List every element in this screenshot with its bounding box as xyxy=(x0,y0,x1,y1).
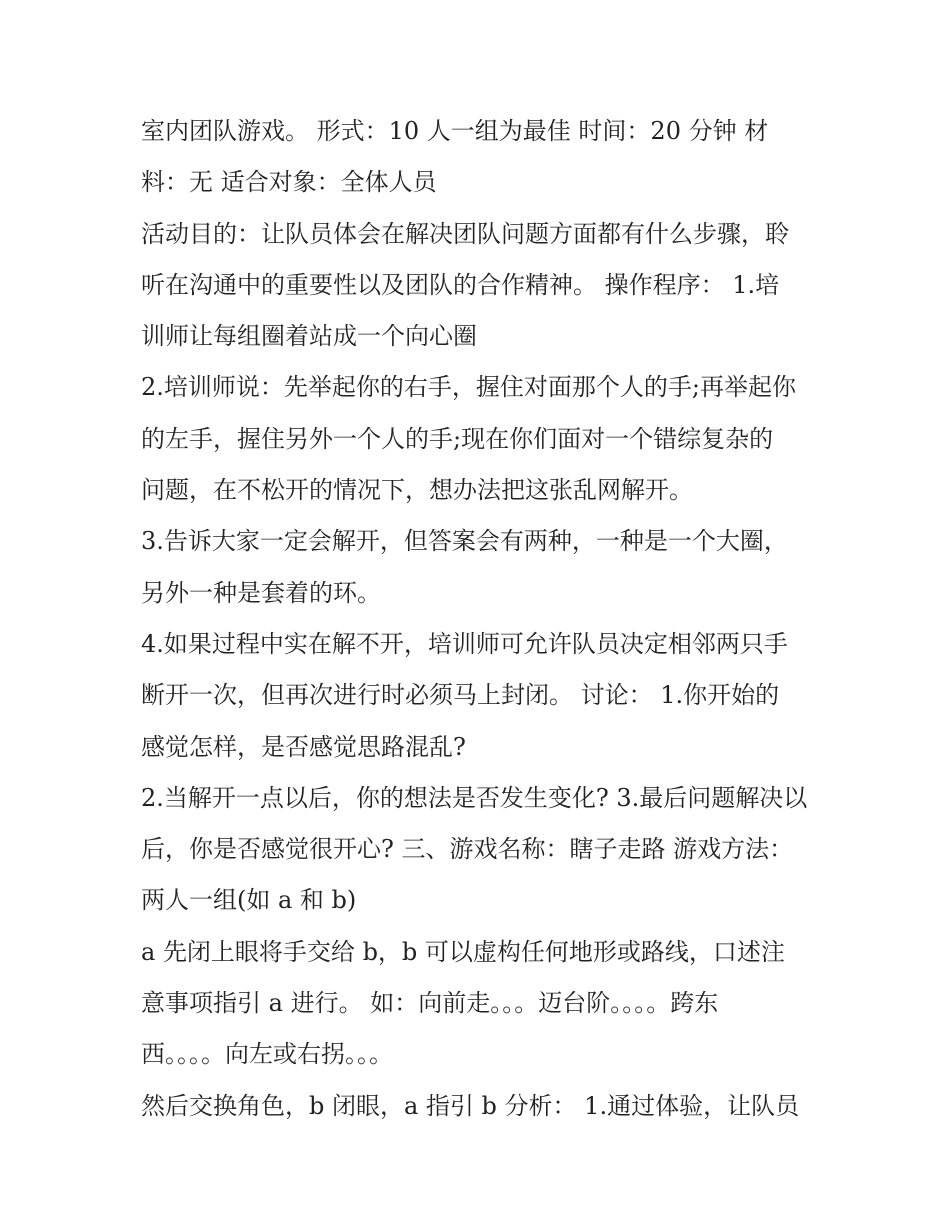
text-line: a 先闭上眼将手交给 b，b 可以虚构任何地形或路线，口述注 xyxy=(141,937,785,966)
text-line: 问题，在不松开的情况下，想办法把这张乱网解开。 xyxy=(141,476,693,505)
text-line: 断开一次，但再次进行时必须马上封闭。 讨论： 1.你开始的 xyxy=(141,681,780,710)
text-line: 感觉怎样，是否感觉思路混乱? xyxy=(141,732,466,761)
text-line: 然后交换角色，b 闭眼，a 指引 b 分析： 1.通过体验，让队员 xyxy=(141,1091,800,1120)
text-line: 料：无 适合对象：全体人员 xyxy=(141,168,437,197)
text-line: 室内团队游戏。 形式：10 人一组为最佳 时间：20 分钟 材 xyxy=(141,117,769,145)
text-line: 3.告诉大家一定会解开，但答案会有两种，一种是一个大圈， xyxy=(141,527,788,556)
document-body xyxy=(141,106,821,1132)
text-line: 2.当解开一点以后，你的想法是否发生变化? 3.最后问题解决以 xyxy=(141,783,808,812)
text-line: 活动目的：让队员体会在解决团队问题方面都有什么步骤，聆 xyxy=(141,219,789,248)
text-line: 后，你是否感觉很开心? 三、游戏名称：瞎子走路 游戏方法： xyxy=(141,835,794,864)
text-line: 另外一种是套着的环。 xyxy=(141,578,381,607)
text-line: 意事项指引 a 进行。 如：向前走。。。迈台阶。。。。跨东 xyxy=(141,989,719,1018)
text-line: 听在沟通中的重要性以及团队的合作精神。 操作程序： 1.培 xyxy=(141,270,780,299)
text-line: 训师让每组圈着站成一个向心圈 xyxy=(141,322,477,351)
text-line: 的左手，握住另外一个人的手;现在你们面对一个错综复杂的 xyxy=(141,424,774,453)
text-line: 2.培训师说：先举起你的右手，握住对面那个人的手;再举起你 xyxy=(141,373,796,402)
text-line: 4.如果过程中实在解不开，培训师可允许队员决定相邻两只手 xyxy=(141,629,788,658)
text-line: 两人一组(如 a 和 b) xyxy=(141,886,357,915)
text-line: 西。。。。向左或右拐。。。 xyxy=(141,1040,393,1069)
